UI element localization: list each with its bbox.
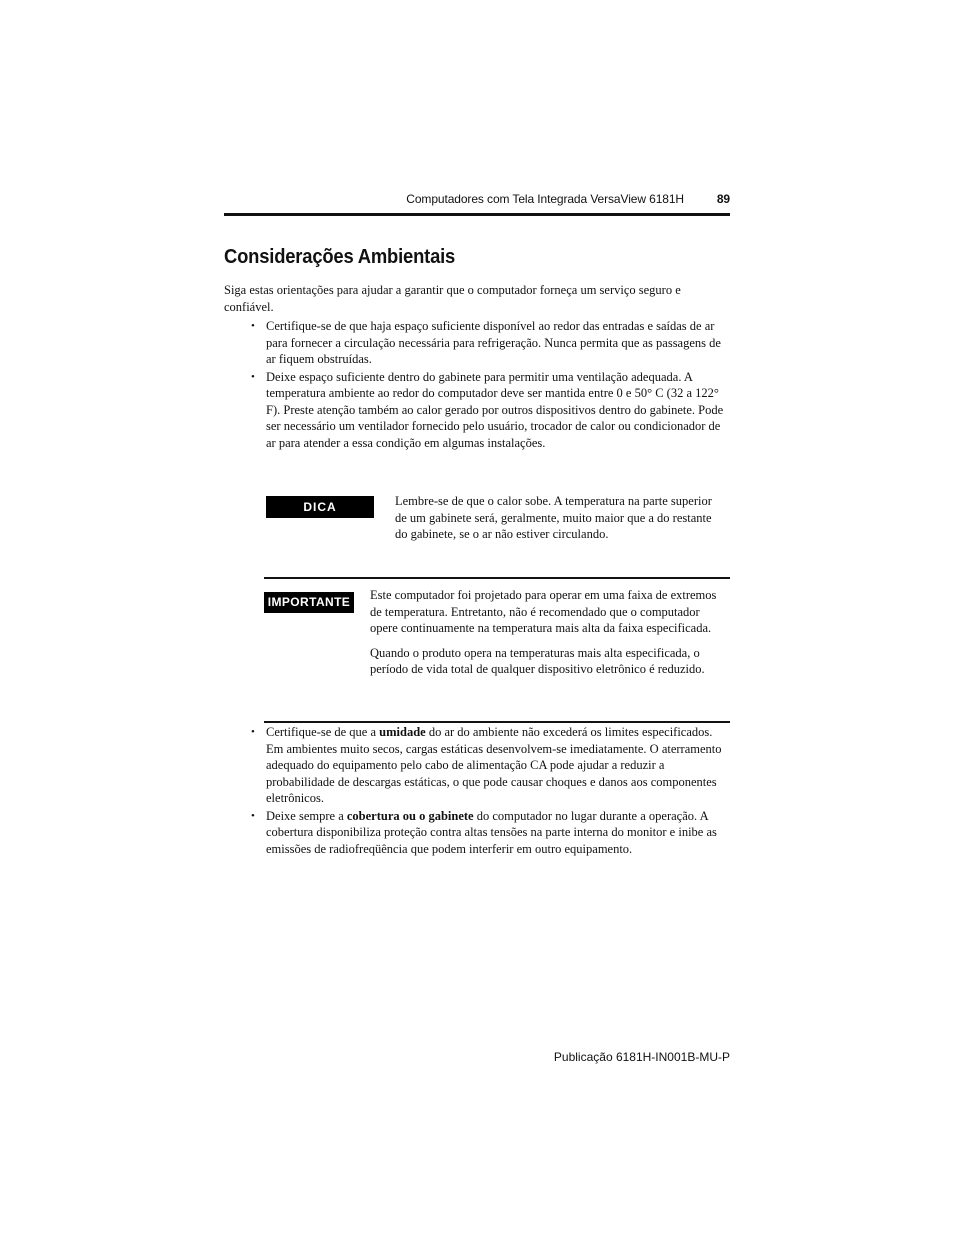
intro-paragraph: Siga estas orientações para ajudar a garantir que o computador forneça um serviço seguro e confiável. [224,283,681,314]
important-text [370,587,728,686]
list-item [251,724,728,807]
list-item-text: Deixe espaço suficiente dentro do gabinete para permitir uma ventilação adequada. A temperatura ambiente ao redor do computador deve ser mantida entre 0 e 50° C (32 a 122° F). Preste atenção também ao calor gerado por outros dispositivos dentro do gabinete. Pode ser necessário um ventilador fornecido pelo usuário, trocador de calor ou condicionador de ar para atender a essa condição em algumas instalações. [266,369,724,450]
footer-publication: Publicação 6181H-IN001B-MU-P [553,1050,730,1064]
important-label: IMPORTANTE [264,592,354,613]
list-item-text-start: Deixe sempre a [266,808,347,823]
list-item-text-end: do computador no lugar durante a operação. A cobertura disponibiliza proteção contra altas tensões na parte interna do monitor e inibe as emissões de radiofreqüência que podem interferir em outro equipamento. [266,808,717,856]
list-item [251,808,728,858]
page-number: 89 [716,192,730,206]
running-header [224,192,730,208]
bullet-icon: • [251,370,255,383]
list-item-text-start: Certifique-se de que a [266,725,380,739]
list-item-emphasis: umidade [379,725,426,739]
bullet-list-first [251,318,728,452]
bullet-list-second [251,724,728,858]
important-rule-bottom [264,721,730,723]
important-paragraph: Este computador foi projetado para operar em uma faixa de extremos de temperatura. Entretanto, não é recomendado que o computador opere continuamente na temperatura mais alta da faixa especificada. [370,588,717,635]
header-title: Computadores com Tela Integrada VersaView 6181H [406,192,684,206]
important-paragraph: Quando o produto opera na temperaturas mais alta especificada, o período de vida total de qualquer dispositivo eletrônico é reduzido. [370,645,705,676]
list-item [251,318,728,368]
important-rule-top [264,577,730,579]
bullet-icon: • [251,726,255,738]
header-rule [224,213,730,216]
bullet-icon: • [251,320,255,332]
tip-label: DICA [266,496,374,518]
list-item-text-end: do ar do ambiente não excederá os limites especificados. Em ambientes muito secos, cargas estáticas desenvolvem-se imediatamente. O aterramento adequado do equipamento pelo cabo de alimentação CA pode ajudar a reduzir a probabilidade de descargas estáticas, o que pode causar choques e danos aos componentes eletrônicos. [266,725,722,805]
list-item-text: Certifique-se de que haja espaço suficiente disponível ao redor das entradas e saídas de ar para fornecer a circulação necessária para refrigeração. Nunca permita que as passagens de ar fiquem obstruídas. [266,319,721,366]
list-item [251,369,728,452]
section-title: Considerações Ambientais [224,246,456,268]
bullet-icon: • [251,809,255,822]
list-item-emphasis: cobertura ou o gabinete [346,808,474,823]
tip-text: Lembre-se de que o calor sobe. A temperatura na parte superior de um gabinete será, geralmente, muito maior que a do restante do gabinete, se o ar não estiver circulando. [395,494,712,541]
